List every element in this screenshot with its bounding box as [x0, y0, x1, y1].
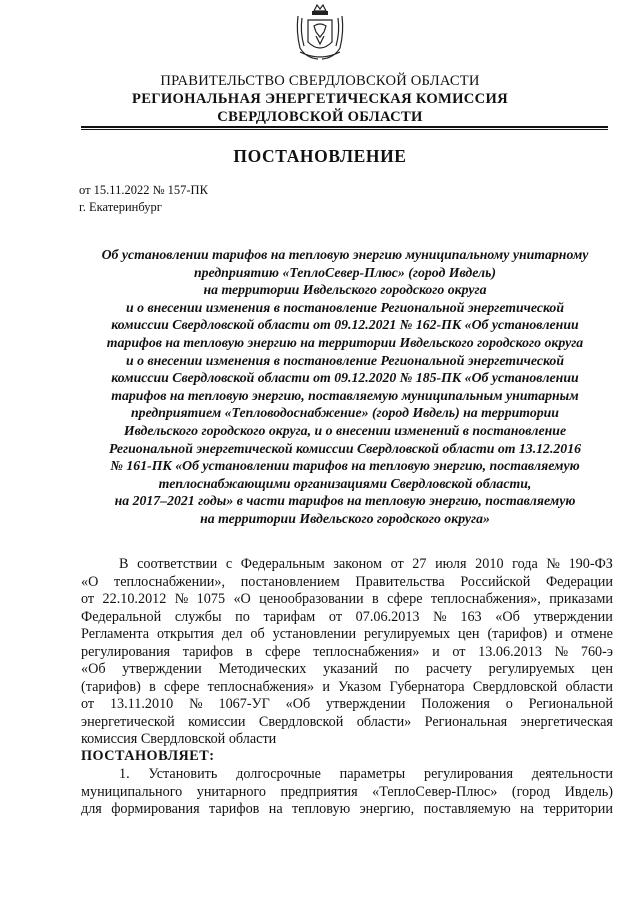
text-line: муниципального унитарного предприятия «ТеплоСевер-Плюс» (город Ивдель)	[81, 783, 613, 800]
text-line: 1. Установить долгосрочные параметры регулирования деятельности	[119, 766, 613, 782]
text-line: от 13.11.2010 № 1067-УГ «Об утверждении Положения о Региональной	[81, 696, 613, 712]
subject-line: Региональной энергетической комиссии Свердловской области от 13.12.2016	[108, 440, 581, 456]
header-divider-thick	[81, 126, 608, 128]
text-line: комиссия Свердловской области	[81, 731, 277, 747]
subject-line: № 161-ПК «Об установлении тарифов на тепловую энергию, поставляемую	[110, 458, 580, 474]
subject-line: комиссии Свердловской области от 09.12.2021 № 162-ПК «Об установлении	[111, 317, 579, 333]
coat-of-arms-icon	[294, 2, 346, 64]
subject-line: тарифов на тепловую энергию, поставляемую муниципальным унитарным	[111, 387, 579, 403]
preamble-paragraph	[81, 556, 613, 749]
date-number: от 15.11.2022 № 157-ПК	[79, 183, 208, 197]
text-line: «Об утверждении Методических указаний по расчету регулируемых цен	[81, 661, 613, 677]
text-line: регулирования тарифов в сфере теплоснабжения» и от 13.06.2013 № 760-э	[81, 643, 613, 660]
subject-line: и о внесении изменения в постановление Региональной энергетической	[125, 299, 565, 315]
commission-title-line1: РЕГИОНАЛЬНАЯ ЭНЕРГЕТИЧЕСКАЯ КОМИССИЯ	[132, 91, 508, 107]
subject-line: тарифов на тепловую энергию на территории Ивдельского городского округа	[106, 334, 584, 350]
item-1-paragraph	[81, 766, 613, 819]
subject-line: предприятием «Тепловодоснабжение» (город Ивдель) на территории	[131, 405, 559, 421]
subject-line: на территории Ивдельского городского округа	[203, 282, 487, 298]
text-line: для формирования тарифов на тепловую энергию, поставляемую на территории	[81, 801, 613, 817]
text-line: Федеральной службы по тарифам от 07.06.2013 № 163 «Об утверждении	[81, 608, 613, 625]
subject-line: на территории Ивдельского городского округа»	[200, 510, 490, 526]
subject-line: Ивдельского городского округа, и о внесении изменений в постановление	[123, 422, 567, 438]
text-line: «О теплоснабжении», постановлением Правительства Российской Федерации	[81, 573, 613, 590]
header-divider-thin	[81, 129, 608, 130]
text-line: (тарифов) в сфере теплоснабжения» и Указом Губернатора Свердловской области	[81, 678, 613, 695]
subject-line: на 2017–2021 годы» в части тарифов на тепловую энергию, поставляемую	[114, 493, 576, 509]
subject-line: и о внесении изменения в постановление Региональной энергетической	[125, 352, 565, 368]
subject-line: Об установлении тарифов на тепловую энергию муниципальному унитарному	[101, 247, 589, 262]
city: г. Екатеринбург	[79, 200, 162, 214]
resolves-heading: ПОСТАНОВЛЯЕТ:	[81, 748, 215, 764]
commission-title-line2: СВЕРДЛОВСКОЙ ОБЛАСТИ	[217, 109, 423, 125]
subject-line: теплоснабжающими организациями Свердловской области,	[158, 475, 532, 491]
text-line: Регламента открытия дел об установлении регулируемых цен (тарифов) и отмене	[81, 626, 613, 642]
text-line: энергетической комиссии Свердловской области» Региональная энергетическая	[81, 713, 613, 730]
document-type-title: ПОСТАНОВЛЕНИЕ	[233, 146, 407, 166]
subject-line: предприятию «ТеплоСевер-Плюс» (город Ивдель)	[193, 264, 496, 280]
text-line: от 22.10.2012 № 1075 «О ценообразовании в сфере теплоснабжения», приказами	[81, 591, 613, 607]
government-title: ПРАВИТЕЛЬСТВО СВЕРДЛОВСКОЙ ОБЛАСТИ	[160, 73, 480, 89]
text-line: В соответствии с Федеральным законом от 27 июля 2010 года № 190-ФЗ	[119, 556, 613, 572]
subject-heading	[0, 246, 640, 528]
subject-line: комиссии Свердловской области от 09.12.2020 № 185-ПК «Об установлении	[111, 370, 579, 386]
